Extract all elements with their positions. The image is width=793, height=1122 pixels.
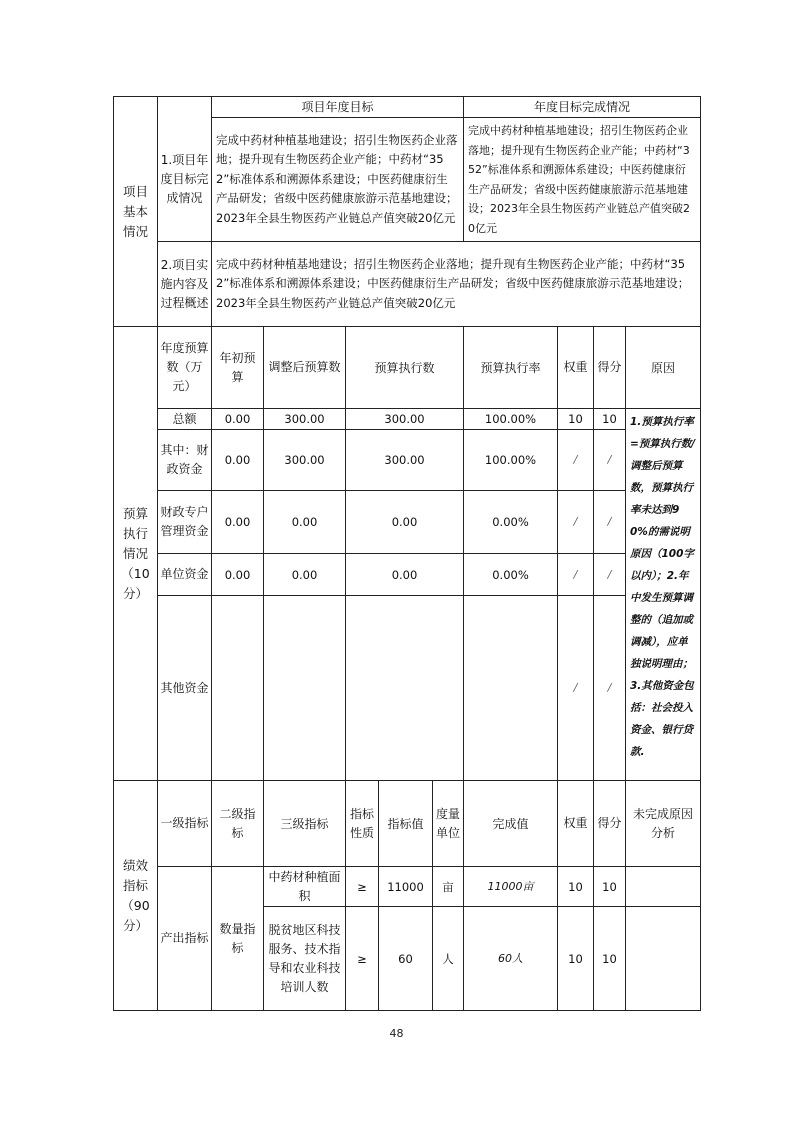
budget-score: /: [594, 491, 626, 554]
budget-rate: 0.00%: [464, 554, 558, 596]
budget-row-unit: [114, 554, 701, 596]
budget-adjusted: 0.00: [264, 554, 346, 596]
header-nature: 指标性质: [346, 781, 379, 867]
header-adjusted-budget: 调整后预算数: [264, 327, 346, 409]
header-perf-score: 得分: [594, 781, 626, 867]
budget-adjusted: 300.00: [264, 409, 346, 430]
budget-initial: 0.00: [212, 554, 264, 596]
budget-rate: [464, 596, 558, 781]
target-completion-label-cell: [158, 97, 212, 242]
budget-adjusted: 0.00: [264, 491, 346, 554]
header-completion: 年度目标完成情况: [464, 97, 701, 118]
perf-weight: 10: [558, 867, 594, 907]
header-target: 项目年度目标: [212, 97, 464, 118]
budget-rate: 100.00%: [464, 409, 558, 430]
budget-score: /: [594, 596, 626, 781]
level1-output: 产出指标: [158, 867, 212, 1011]
header-perf-weight: 权重: [558, 781, 594, 867]
implementation-text: 完成中药材种植基地建设；招引生物医药企业落地；提升现有生物医药企业产能；中药材“352”标准体系和溯源体系建设；中医药健康衍生产品研发；省级中医药健康旅游示范基地建设；2023年全县生物医药产业链总产值突破20亿元: [212, 242, 701, 327]
perf-level3: 中药材种植面积: [264, 867, 346, 907]
budget-weight: /: [558, 491, 594, 554]
target-completion-label: 1.项目年度目标完成情况: [160, 152, 209, 205]
budget-weight: 10: [558, 409, 594, 430]
header-initial-budget: 年初预算: [212, 327, 264, 409]
budget-row-label: 财政专户管理资金: [158, 491, 212, 554]
budget-section-label: 预算执行情况（10分）: [114, 327, 158, 781]
implementation-label: 2.项目实施内容及过程概述: [158, 242, 212, 327]
perf-reason: [626, 867, 701, 907]
perf-section-label: 绩效指标（90分）: [114, 781, 158, 1011]
page-number: 48: [389, 1027, 404, 1040]
budget-initial: 0.00: [212, 491, 264, 554]
header-level1: 一级指标: [158, 781, 212, 867]
budget-note: 1.预算执行率=预算执行数/调整后预算数，预算执行率未达到90%的需说明原因（100字以内）；2.年中发生预算调整的（追加或调减），应单独说明理由；3.其他资金包括：社会投入资金、银行贷款.: [626, 409, 701, 781]
header-level3: 三级指标: [264, 781, 346, 867]
budget-row-label: 其中：财政资金: [158, 430, 212, 491]
budget-rate: 100.00%: [464, 430, 558, 491]
budget-weight: /: [558, 554, 594, 596]
budget-row-special: [114, 491, 701, 554]
budget-executed: [346, 596, 464, 781]
budget-adjusted: [264, 596, 346, 781]
budget-executed: 0.00: [346, 491, 464, 554]
header-annual-budget: 年度预算数（万元）: [158, 327, 212, 409]
budget-score: 10: [594, 409, 626, 430]
budget-score: /: [594, 554, 626, 596]
budget-initial: [212, 596, 264, 781]
level2-quantity: 数量指标: [212, 867, 264, 1011]
header-reason: 原因: [626, 327, 701, 409]
budget-row-label: 总额: [158, 409, 212, 430]
perf-reason: [626, 907, 701, 1011]
basic-section-label: 项目基本情况: [114, 97, 158, 327]
budget-row-label: 其他资金: [158, 596, 212, 781]
budget-score: /: [594, 430, 626, 491]
perf-row: [114, 867, 701, 907]
perf-value: 60: [379, 907, 433, 1011]
budget-rate: 0.00%: [464, 491, 558, 554]
perf-weight: 10: [558, 907, 594, 1011]
perf-score: 10: [594, 867, 626, 907]
budget-row-label: 单位资金: [158, 554, 212, 596]
budget-executed: 300.00: [346, 430, 464, 491]
perf-completed: 60人: [464, 907, 558, 1011]
budget-row-other: [114, 596, 701, 781]
perf-score: 10: [594, 907, 626, 1011]
perf-unit: 人: [433, 907, 464, 1011]
budget-row-fiscal: [114, 430, 701, 491]
header-value: 指标值: [379, 781, 433, 867]
perf-nature: ≥: [346, 907, 379, 1011]
header-completed: 完成值: [464, 781, 558, 867]
budget-executed: 300.00: [346, 409, 464, 430]
budget-weight: /: [558, 596, 594, 781]
annual-target-text: 完成中药材种植基地建设；招引生物医药企业落地；提升现有生物医药企业产能；中药材“352”标准体系和溯源体系建设；中医药健康衍生产品研发；省级中医药健康旅游示范基地建设；2023年全县生物医药产业链总产值突破20亿元: [212, 118, 464, 242]
budget-initial: 0.00: [212, 409, 264, 430]
header-rate: 预算执行率: [464, 327, 558, 409]
completion-text: 完成中药材种植基地建设；招引生物医药企业落地；提升现有生物医药企业产能；中药材“352”标准体系和溯源体系建设；中医药健康衍生产品研发；省级中医药健康旅游示范基地建设；2023年全县生物医药产业链总产值突破20亿元: [464, 118, 701, 242]
performance-table: [113, 96, 701, 1011]
header-weight: 权重: [558, 327, 594, 409]
perf-completed: 11000亩: [464, 867, 558, 907]
budget-initial: 0.00: [212, 430, 264, 491]
budget-executed: 0.00: [346, 554, 464, 596]
header-score: 得分: [594, 327, 626, 409]
perf-nature: ≥: [346, 867, 379, 907]
budget-adjusted: 300.00: [264, 430, 346, 491]
budget-row-total: [114, 409, 701, 430]
header-unfinished-reason: 未完成原因分析: [626, 781, 701, 867]
header-unit: 度量单位: [433, 781, 464, 867]
perf-level3: 脱贫地区科技服务、技术指导和农业科技培训人数: [264, 907, 346, 1011]
header-level2: 二级指标: [212, 781, 264, 867]
budget-weight: /: [558, 430, 594, 491]
header-executed: 预算执行数: [346, 327, 464, 409]
perf-value: 11000: [379, 867, 433, 907]
perf-unit: 亩: [433, 867, 464, 907]
